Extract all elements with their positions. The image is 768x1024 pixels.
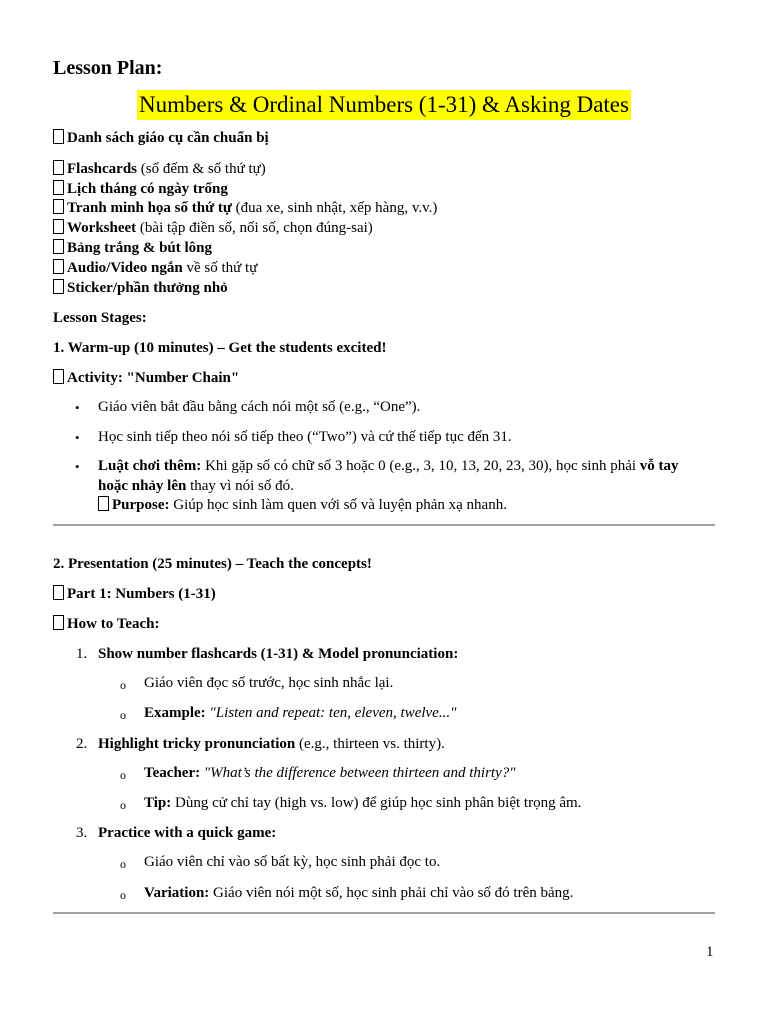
sub-bullet-icon: o — [120, 888, 126, 902]
material-item: Tranh minh họa số thứ tự (đua xe, sinh nhật, xếp hàng, v.v.) — [53, 198, 437, 218]
sub-item: Teacher: "What’s the difference between thirteen and thirty?" — [144, 765, 516, 781]
checkbox-glyph-icon — [53, 259, 64, 274]
section-divider — [53, 524, 715, 526]
list-item-rule: Luật chơi thêm: Khi gặp số có chữ số 3 hoặc 0 (e.g., 3, 10, 13, 20, 23, 30), học sinh phải vỗ tay — [98, 458, 679, 474]
page-number: 1 — [706, 944, 714, 960]
sub-bullet-icon: o — [120, 857, 126, 871]
warmup-heading: 1. Warm-up (10 minutes) – Get the students excited! — [53, 340, 387, 356]
sub-bullet-icon: o — [120, 708, 126, 722]
checkbox-glyph-icon — [53, 585, 64, 600]
checkbox-glyph-icon — [53, 279, 64, 294]
checkbox-glyph-icon — [53, 180, 64, 195]
list-item: Giáo viên bắt đầu bằng cách nói một số (e.g., “One”). — [98, 399, 421, 415]
lesson-stages-heading: Lesson Stages: — [53, 310, 147, 326]
bullet-icon: • — [75, 430, 80, 445]
warmup-activity-label: Activity: "Number Chain" — [53, 368, 239, 388]
sub-bullet-icon: o — [120, 678, 126, 692]
sub-item: Giáo viên đọc số trước, học sinh nhắc lại. — [144, 675, 394, 691]
material-item: Audio/Video ngắn về số thứ tự — [53, 258, 257, 278]
material-item: Flashcards (số đếm & số thứ tự) — [53, 159, 266, 179]
step-number: 3. — [76, 825, 88, 841]
material-item: Sticker/phần thưởng nhỏ — [53, 278, 228, 298]
sub-item: Example: "Listen and repeat: ten, eleven, twelve..." — [144, 705, 457, 721]
material-item: Lịch tháng có ngày trống — [53, 179, 228, 199]
purpose-line: Purpose: Giúp học sinh làm quen với số và luyện phản xạ nhanh. — [98, 495, 507, 515]
sub-item: Tip: Dùng cử chỉ tay (high vs. low) để giúp học sinh phân biệt trọng âm. — [144, 795, 582, 811]
sub-bullet-icon: o — [120, 798, 126, 812]
step-number: 2. — [76, 736, 88, 752]
checkbox-glyph-icon — [53, 369, 64, 384]
checkbox-glyph-icon — [53, 219, 64, 234]
sub-item: Variation: Giáo viên nói một số, học sinh phải chỉ vào số đó trên bảng. — [144, 885, 574, 901]
step-number: 1. — [76, 646, 88, 662]
part1-heading: Part 1: Numbers (1-31) — [53, 584, 216, 604]
checkbox-glyph-icon — [53, 160, 64, 175]
checkbox-glyph-icon — [98, 496, 109, 511]
list-item-rule-cont: hoặc nhảy lên thay vì nói số đó. — [98, 478, 294, 494]
main-title: Numbers & Ordinal Numbers (1-31) & Asking Dates — [137, 90, 631, 120]
main-title-container — [0, 90, 768, 120]
list-item: Học sinh tiếp theo nói số tiếp theo (“Two”) và cứ thế tiếp tục đến 31. — [98, 429, 512, 445]
bullet-icon: • — [75, 459, 80, 474]
step-item: Practice with a quick game: — [98, 825, 277, 841]
lesson-plan-label: Lesson Plan: — [53, 57, 163, 79]
sub-bullet-icon: o — [120, 768, 126, 782]
material-item: Worksheet (bài tập điền số, nối số, chọn đúng-sai) — [53, 218, 373, 238]
step-item: Show number flashcards (1-31) & Model pronunciation: — [98, 646, 459, 662]
sub-item: Giáo viên chỉ vào số bất kỳ, học sinh phải đọc to. — [144, 854, 441, 870]
checkbox-glyph-icon — [53, 615, 64, 630]
how-to-teach-heading: How to Teach: — [53, 614, 160, 634]
checkbox-glyph-icon — [53, 239, 64, 254]
bullet-icon: • — [75, 400, 80, 415]
checkbox-glyph-icon — [53, 199, 64, 214]
material-item: Bảng trắng & bút lông — [53, 238, 212, 258]
materials-heading: Danh sách giáo cụ cần chuẩn bị — [53, 128, 269, 148]
presentation-heading: 2. Presentation (25 minutes) – Teach the concepts! — [53, 556, 372, 572]
step-item: Highlight tricky pronunciation (e.g., thirteen vs. thirty). — [98, 736, 445, 752]
checkbox-glyph-icon — [53, 129, 64, 144]
section-divider — [53, 912, 715, 914]
